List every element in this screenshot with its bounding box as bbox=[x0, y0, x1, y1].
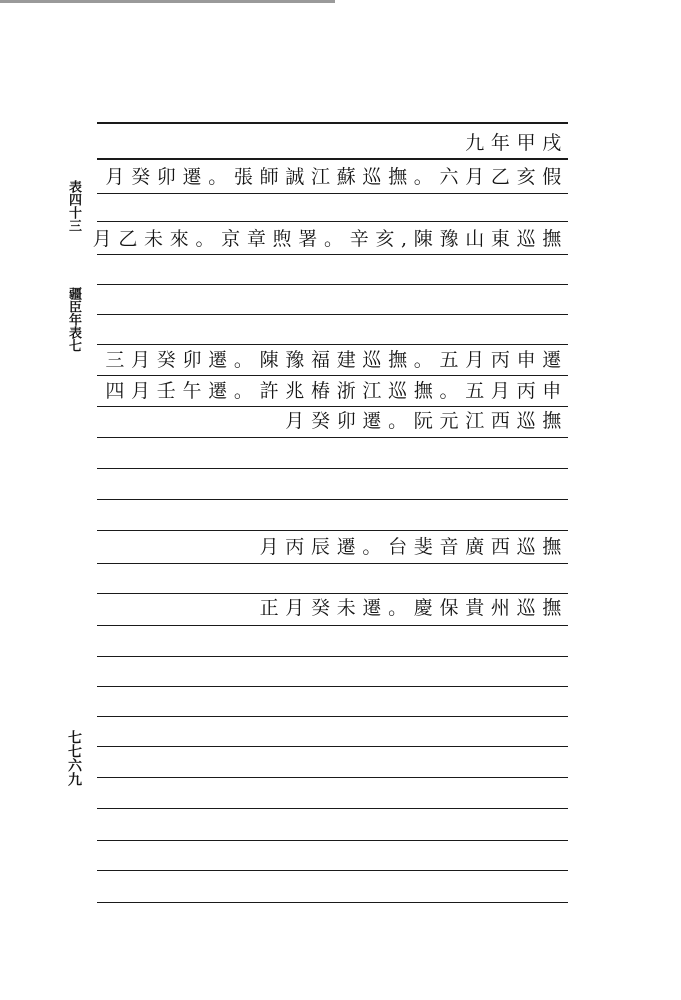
rule bbox=[97, 406, 568, 407]
rule bbox=[97, 158, 568, 160]
rule bbox=[97, 716, 568, 717]
entry-row: 三月癸卯遷。陳豫福建巡撫。五月丙申遷 bbox=[105, 349, 568, 371]
rule bbox=[97, 437, 568, 438]
rule bbox=[97, 499, 568, 500]
rule bbox=[97, 284, 568, 285]
rule bbox=[97, 375, 568, 376]
rule-bottom bbox=[97, 902, 568, 903]
entry-row: 月癸卯遷。張師誠江蘇巡撫。六月乙亥假 bbox=[105, 166, 568, 188]
rule bbox=[97, 625, 568, 626]
entry-row: 正月癸未遷。慶保貴州巡撫 bbox=[259, 597, 568, 619]
rule bbox=[97, 686, 568, 687]
rule bbox=[97, 840, 568, 841]
rule bbox=[97, 870, 568, 871]
rule bbox=[97, 468, 568, 469]
entry-row: 月乙未來。京章煦署。辛亥,陳豫山東巡撫 bbox=[92, 228, 568, 250]
rule-top bbox=[97, 122, 568, 124]
rule bbox=[97, 344, 568, 345]
rule bbox=[97, 221, 568, 222]
rule bbox=[97, 193, 568, 194]
rule bbox=[97, 530, 568, 531]
entry-row: 月丙辰遷。台斐音廣西巡撫 bbox=[259, 536, 568, 558]
table-title: 疆臣年表七 bbox=[66, 287, 81, 352]
rule bbox=[97, 746, 568, 747]
rule bbox=[97, 593, 568, 594]
top-edge-bar bbox=[0, 0, 335, 3]
rule bbox=[97, 314, 568, 315]
rule bbox=[97, 254, 568, 255]
rule bbox=[97, 808, 568, 809]
rule bbox=[97, 563, 568, 564]
year-row: 九年甲戌 bbox=[465, 132, 568, 154]
rule bbox=[97, 656, 568, 657]
page-number: 七七六九 bbox=[66, 730, 82, 786]
entry-row: 月癸卯遷。阮元江西巡撫 bbox=[285, 410, 568, 432]
rule bbox=[97, 777, 568, 778]
entry-row: 四月壬午遷。許兆椿浙江巡撫。五月丙申 bbox=[105, 380, 568, 402]
volume-label: 表四十三 bbox=[66, 180, 81, 232]
